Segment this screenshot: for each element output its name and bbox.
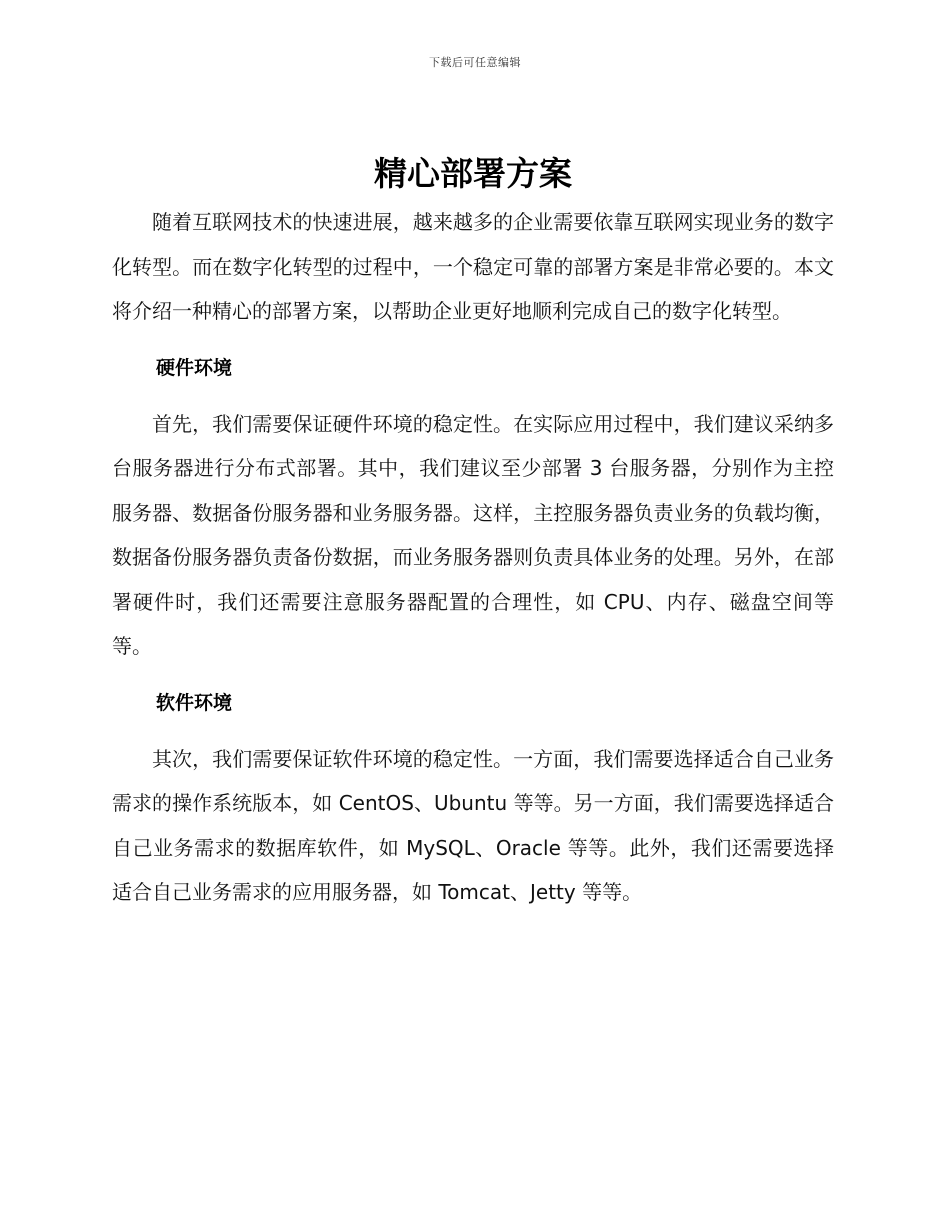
section-heading-software: 软件环境 — [156, 691, 233, 714]
document-title: 精心部署方案 — [374, 154, 572, 193]
section-body-hardware: 首先，我们需要保证硬件环境的稳定性。在实际应用过程中，我们建议采纳多台服务器进行分布式部署。其中，我们建议至少部署 3 台服务器，分别作为主控服务器、数据备份服务器和业务服务器。这样，主控服务器负责业务的负载均衡，数据备份服务器负责备份数据，而业务服务器则负责具体业务的处理。另外，在部署硬件时，我们还需要注意服务器配置的合理性，如 CPU、内存、磁盘空间等等。 — [112, 411, 834, 658]
intro-paragraph: 随着互联网技术的快速进展，越来越多的企业需要依靠互联网实现业务的数字化转型。而在数字化转型的过程中，一个稳定可靠的部署方案是非常必要的。本文将介绍一种精心的部署方案，以帮助企业更好地顺利完成自己的数字化转型。 — [112, 210, 834, 323]
document-body — [112, 150, 834, 915]
section-body-software: 其次，我们需要保证软件环境的稳定性。一方面，我们需要选择适合自己业务需求的操作系统版本，如 CentOS、Ubuntu 等等。另一方面，我们需要选择适合自己业务需求的数据库软件，如 MySQL、Oracle 等等。此外，我们还需要选择适合自己业务需求的应用服务器，如 Tomcat、Jetty 等等。 — [112, 746, 834, 904]
section-heading-hardware: 硬件环境 — [156, 356, 233, 379]
header-note: 下载后可任意编辑 — [429, 56, 521, 69]
